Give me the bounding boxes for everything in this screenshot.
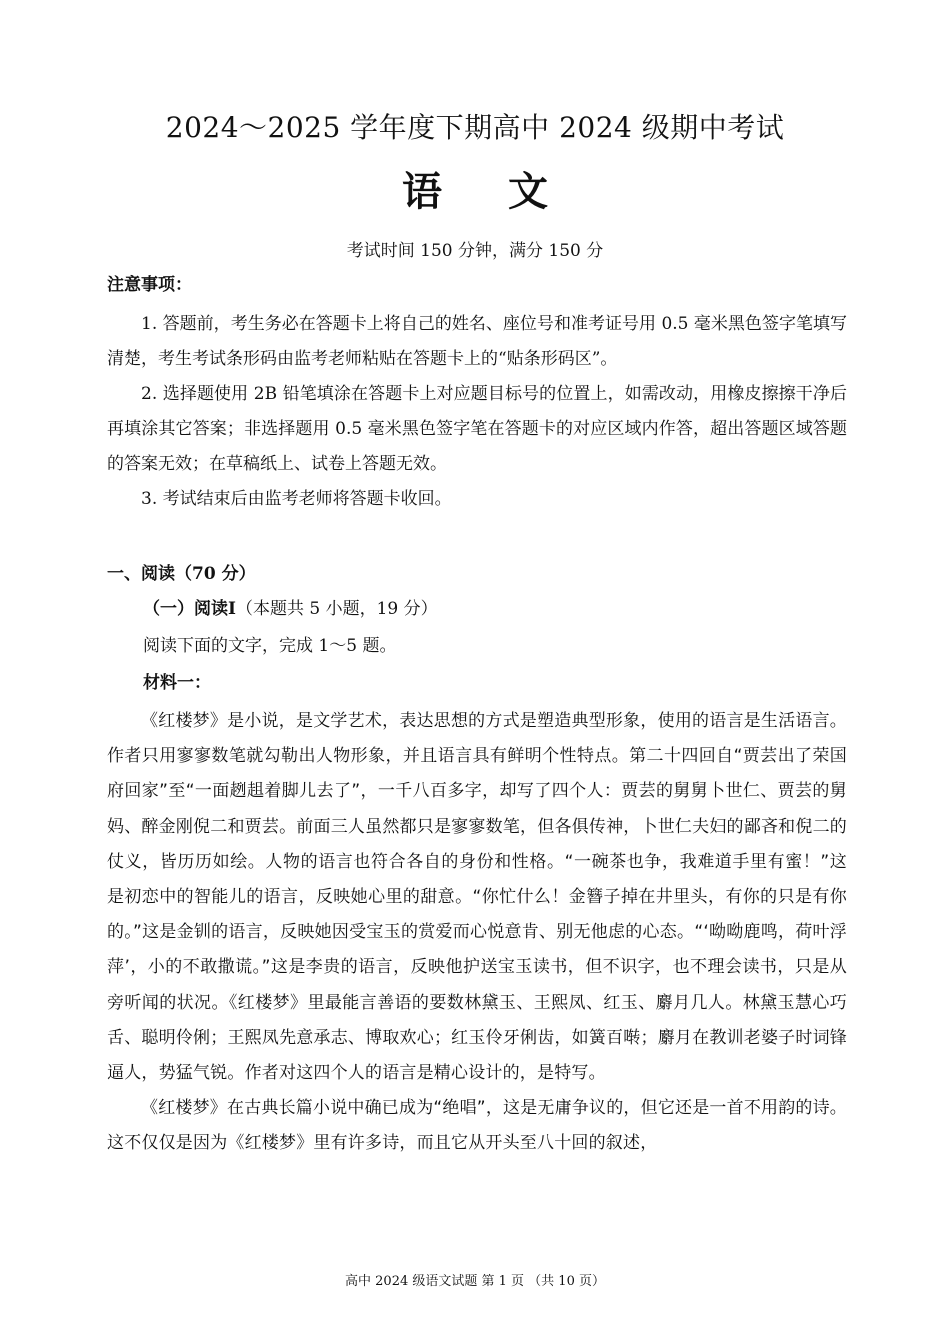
article-body: [107, 704, 847, 1162]
note-item: 3. 考试结束后由监考老师将答题卡收回。: [141, 489, 452, 509]
section-heading: 一、阅读（70 分）: [107, 564, 256, 584]
sub-heading-detail: （本题共 5 小题，19 分）: [235, 599, 438, 619]
exam-title: 2024～2025 学年度下期高中 2024 级期中考试: [165, 111, 785, 144]
sub-heading: [143, 597, 847, 621]
note-item: 2. 选择题使用 2B 铅笔填涂在答题卡上对应题目标号的位置上，如需改动，用橡皮擦擦干净后再填涂其它答案；非选择题用 0.5 毫米黑色签字笔在答题卡的对应区域内作答，超出答题区域答题的答案无效；在草稿纸上、试卷上答题无效。: [107, 384, 847, 474]
page-footer: 高中 2024 级语文试题 第 1 页 （共 10 页）: [345, 1274, 605, 1289]
sub-heading-title: （一）阅读Ⅰ: [143, 599, 236, 619]
material-label: 材料一：: [143, 673, 211, 693]
note-item: 1. 答题前，考生务必在答题卡上将自己的姓名、座位号和准考证号用 0.5 毫米黑色签字笔填写清楚，考生考试条形码由监考老师粘贴在答题卡上的“贴条形码区”。: [107, 314, 847, 369]
reading-instruction: 阅读下面的文字，完成 1～5 题。: [143, 636, 397, 656]
notes-title: 注意事项：: [107, 275, 192, 295]
exam-info: 考试时间 150 分钟，满分 150 分: [346, 241, 604, 261]
notes-list: [107, 307, 847, 517]
subject-title: 语 文: [402, 168, 574, 215]
article-paragraph: 《红楼梦》是小说，是文学艺术，表达思想的方式是塑造典型形象，使用的语言是生活语言。作者只用寥寥数笔就勾勒出人物形象，并且语言具有鲜明个性特点。第二十四回自“贾芸出了荣国府回家”至“一面趔趄着脚儿去了”，一千八百多字，却写了四个人：贾芸的舅舅卜世仁、贾芸的舅妈、醉金刚倪二和贾芸。前面三人虽然都只是寥寥数笔，但各俱传神，卜世仁夫妇的鄙吝和倪二的仗义，皆历历如绘。人物的语言也符合各自的身份和性格。“一碗茶也争，我难道手里有蜜！”这是初恋中的智能儿的语言，反映她心里的甜意。“你忙什么！金簪子掉在井里头，有你的只是有你的。”这是金钏的语言，反映她因受宝玉的赏爱而心悦意肯、别无他虑的心态。“‘呦呦鹿鸣，荷叶浮萍’，小的不敢撒谎。”这是李贵的语言，反映他护送宝玉读书，但不识字，也不理会读书，只是从旁听闻的状况。《红楼梦》里最能言善语的要数林黛玉、王熙凤、红玉、麝月几人。林黛玉慧心巧舌、聪明伶俐；王熙凤先意承志、博取欢心；红玉伶牙俐齿，如簧百啭；麝月在教训老婆子时词锋逼人，势猛气锐。作者对这四个人的语言是精心设计的，是特写。: [107, 711, 847, 1084]
article-paragraph: 《红楼梦》在古典长篇小说中确已成为“绝唱”，这是无庸争议的，但它还是一首不用韵的诗。这不仅仅是因为《红楼梦》里有许多诗，而且它从开头至八十回的叙述，: [107, 1098, 848, 1154]
